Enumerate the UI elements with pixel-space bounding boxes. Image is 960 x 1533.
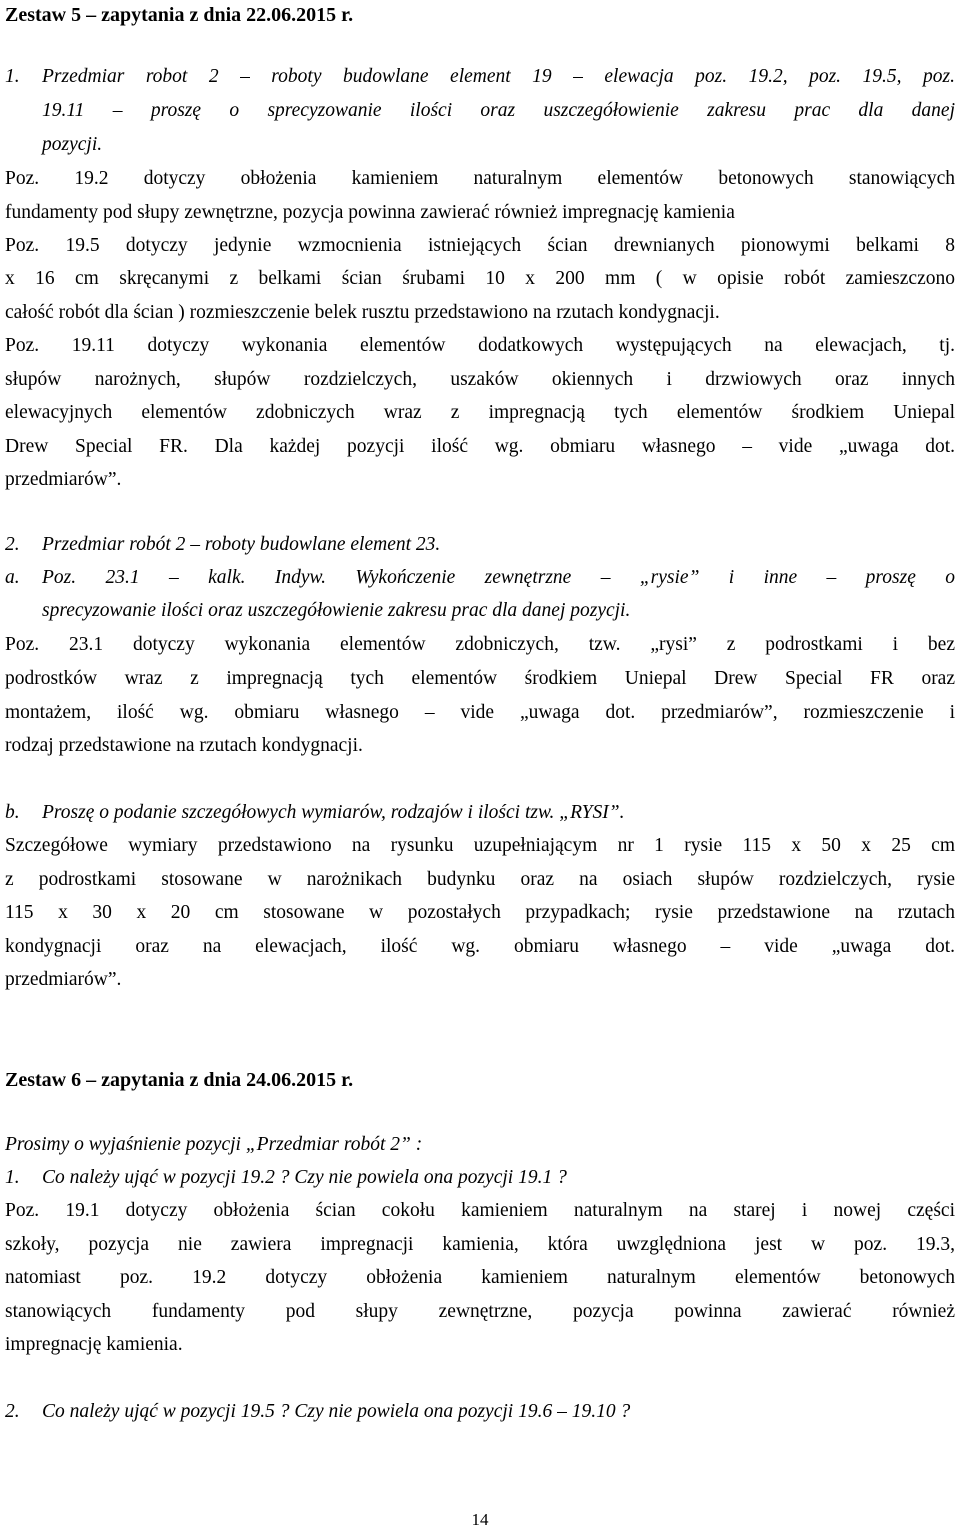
q1-line: pozycji. — [42, 134, 103, 155]
answer-line: fundamenty pod słupy zewnętrzne, pozycja powinna zawierać również impregnację kamienia — [5, 202, 735, 223]
z6-q1-text: Co należy ująć w pozycji 19.2 ? Czy nie powiela ona pozycji 19.1 ? — [42, 1167, 567, 1188]
z6-q1-number: 1. — [5, 1167, 20, 1188]
answer-line: szkoły, pozycja nie zawiera impregnacji kamienia, która uwzględniona jest w poz. 19.3, — [5, 1234, 955, 1255]
answer-line: 115 x 30 x 20 cm stosowane w pozostałych przypadkach; rysie przedstawione na rzutach — [5, 902, 955, 923]
answer-line: Szczegółowe wymiary przedstawiono na rysunku uzupełniającym nr 1 rysie 115 x 50 x 25 cm — [5, 835, 955, 856]
q2a-line: Poz. 23.1 – kalk. Indyw. Wykończenie zewnętrzne – „rysie” i inne – proszę o — [42, 567, 955, 588]
q2-number: 2. — [5, 534, 20, 555]
answer-line: natomiast poz. 19.2 dotyczy obłożenia kamieniem naturalnym elementów betonowych — [5, 1267, 955, 1288]
z6-q2-text: Co należy ująć w pozycji 19.5 ? Czy nie powiela ona pozycji 19.6 – 19.10 ? — [42, 1401, 631, 1422]
answer-line: Poz. 19.11 dotyczy wykonania elementów dodatkowych występujących na elewacjach, tj. — [5, 335, 955, 356]
answer-line: Poz. 19.5 dotyczy jedynie wzmocnienia istniejących ścian drewnianych pionowymi belkami 8 — [5, 235, 955, 256]
answer-line: Poz. 19.2 dotyczy obłożenia kamieniem naturalnym elementów betonowych stanowiących — [5, 168, 955, 189]
answer-line: całość robót dla ścian ) rozmieszczenie belek rusztu przedstawiono na rzutach kondygnacji. — [5, 302, 720, 323]
answer-line: słupów narożnych, słupów rozdzielczych, uszaków okiennych i drzwiowych oraz innych — [5, 369, 955, 390]
q2a-line: sprecyzowanie ilości oraz uszczegółowienie zakresu prac dla danej pozycji. — [42, 600, 631, 621]
answer-line: rodzaj przedstawione na rzutach kondygnacji. — [5, 735, 363, 756]
answer-line: impregnację kamienia. — [5, 1334, 183, 1355]
zestaw6-title: Zestaw 6 – zapytania z dnia 24.06.2015 r. — [5, 1069, 354, 1091]
page-number: 14 — [471, 1510, 489, 1529]
answer-line: z podrostkami stosowane w narożnikach budynku oraz na osiach słupów rozdzielczych, rysie — [5, 869, 955, 890]
q2b-text: Proszę o podanie szczegółowych wymiarów, rodzajów i ilości tzw. „RYSI”. — [42, 802, 625, 823]
z6-q2-number: 2. — [5, 1401, 20, 1422]
answer-line: x 16 cm skręcanymi z belkami ścian śrubami 10 x 200 mm ( w opisie robót zamieszczono — [5, 268, 955, 289]
answer-line: elewacyjnych elementów zdobniczych wraz z impregnacją tych elementów środkiem Uniepal — [5, 402, 955, 423]
answer-line: przedmiarów”. — [5, 969, 122, 990]
answer-line: Drew Special FR. Dla każdej pozycji ilość wg. obmiaru własnego – vide „uwaga dot. — [5, 436, 955, 457]
answer-line: Poz. 19.1 dotyczy obłożenia ścian cokołu kamieniem naturalnym na starej i nowej części — [5, 1200, 955, 1221]
zestaw5-title: Zestaw 5 – zapytania z dnia 22.06.2015 r. — [5, 4, 354, 26]
q1-number: 1. — [5, 66, 20, 87]
q2-text: Przedmiar robót 2 – roboty budowlane element 23. — [42, 534, 441, 555]
q2b-letter: b. — [5, 802, 20, 823]
q1-line: 19.11 – proszę o sprecyzowanie ilości oraz uszczegółowienie zakresu prac dla danej — [42, 100, 955, 121]
q2a-letter: a. — [5, 567, 20, 588]
answer-line: kondygnacji oraz na elewacjach, ilość wg. obmiaru własnego – vide „uwaga dot. — [5, 936, 955, 957]
answer-line: podrostków wraz z impregnacją tych elementów środkiem Uniepal Drew Special FR oraz — [5, 668, 955, 689]
answer-line: montażem, ilość wg. obmiaru własnego – vide „uwaga dot. przedmiarów”, rozmieszczenie i — [5, 702, 955, 723]
zestaw6-intro: Prosimy o wyjaśnienie pozycji „Przedmiar robót 2” : — [5, 1134, 423, 1155]
answer-line: przedmiarów”. — [5, 469, 122, 490]
answer-line: stanowiących fundamenty pod słupy zewnętrzne, pozycja powinna zawierać również — [5, 1301, 955, 1322]
answer-line: Poz. 23.1 dotyczy wykonania elementów zdobniczych, tzw. „rysi” z podrostkami i bez — [5, 634, 955, 655]
q1-line: Przedmiar robot 2 – roboty budowlane element 19 – elewacja poz. 19.2, poz. 19.5, poz. — [42, 66, 955, 87]
